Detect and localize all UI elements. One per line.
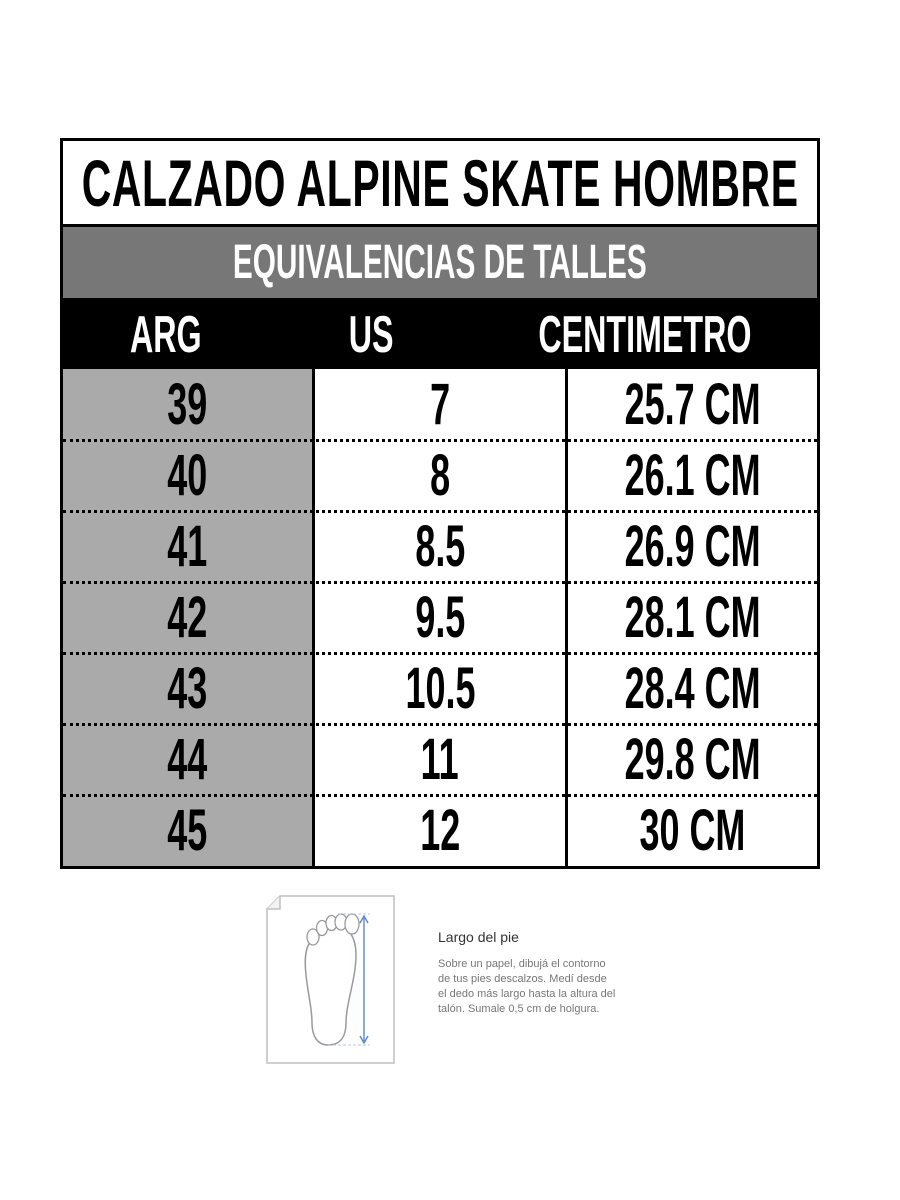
header-cm: CENTIMETRO — [538, 306, 752, 364]
cell-cm: 26.1 CM — [624, 443, 761, 508]
table-row — [63, 795, 817, 866]
cell-us: 12 — [315, 795, 567, 866]
title-row — [63, 141, 817, 227]
cell-cm: 26.9 CM — [624, 514, 761, 579]
guide-title: Largo del pie — [438, 929, 519, 945]
header-arg: ARG — [129, 306, 202, 364]
cell-arg: 45 — [63, 795, 315, 866]
table-row — [63, 653, 817, 724]
cell-us: 8.5 — [315, 511, 567, 582]
subtitle-row — [63, 227, 817, 301]
cell-cm: 30 CM — [639, 798, 746, 863]
table-row — [63, 724, 817, 795]
cell-us: 10.5 — [315, 653, 567, 724]
cell-cm: 28.4 CM — [624, 656, 761, 721]
cell-cm: 25.7 CM — [624, 372, 761, 437]
table-row — [63, 369, 817, 440]
cell-arg: 39 — [63, 369, 315, 440]
header-us: US — [348, 306, 394, 364]
column-header-row — [63, 301, 817, 369]
cell-cm: 29.8 CM — [624, 727, 761, 792]
cell-arg: 41 — [63, 511, 315, 582]
table-row — [63, 582, 817, 653]
cell-cm: 28.1 CM — [624, 585, 761, 650]
cell-arg: 42 — [63, 582, 315, 653]
cell-us: 7 — [315, 369, 567, 440]
cell-us: 11 — [315, 724, 567, 795]
chart-subtitle: EQUIVALENCIAS DE TALLES — [233, 236, 647, 289]
cell-us: 9.5 — [315, 582, 567, 653]
foot-measure-guide — [266, 895, 626, 1065]
cell-arg: 43 — [63, 653, 315, 724]
size-chart-table — [60, 138, 820, 869]
chart-title: CALZADO ALPINE SKATE HOMBRE — [81, 145, 799, 220]
table-row — [63, 511, 817, 582]
cell-us: 8 — [315, 440, 567, 511]
cell-arg: 44 — [63, 724, 315, 795]
guide-description: Sobre un papel, dibujá el contorno de tus pies descalzos. Medí desde el dedo más largo hasta la altura del talón. Sumale 0,5 cm de holgura. — [438, 958, 616, 1015]
size-rows — [63, 369, 817, 866]
cell-arg: 40 — [63, 440, 315, 511]
table-row — [63, 440, 817, 511]
foot-length-icon — [266, 895, 396, 1065]
